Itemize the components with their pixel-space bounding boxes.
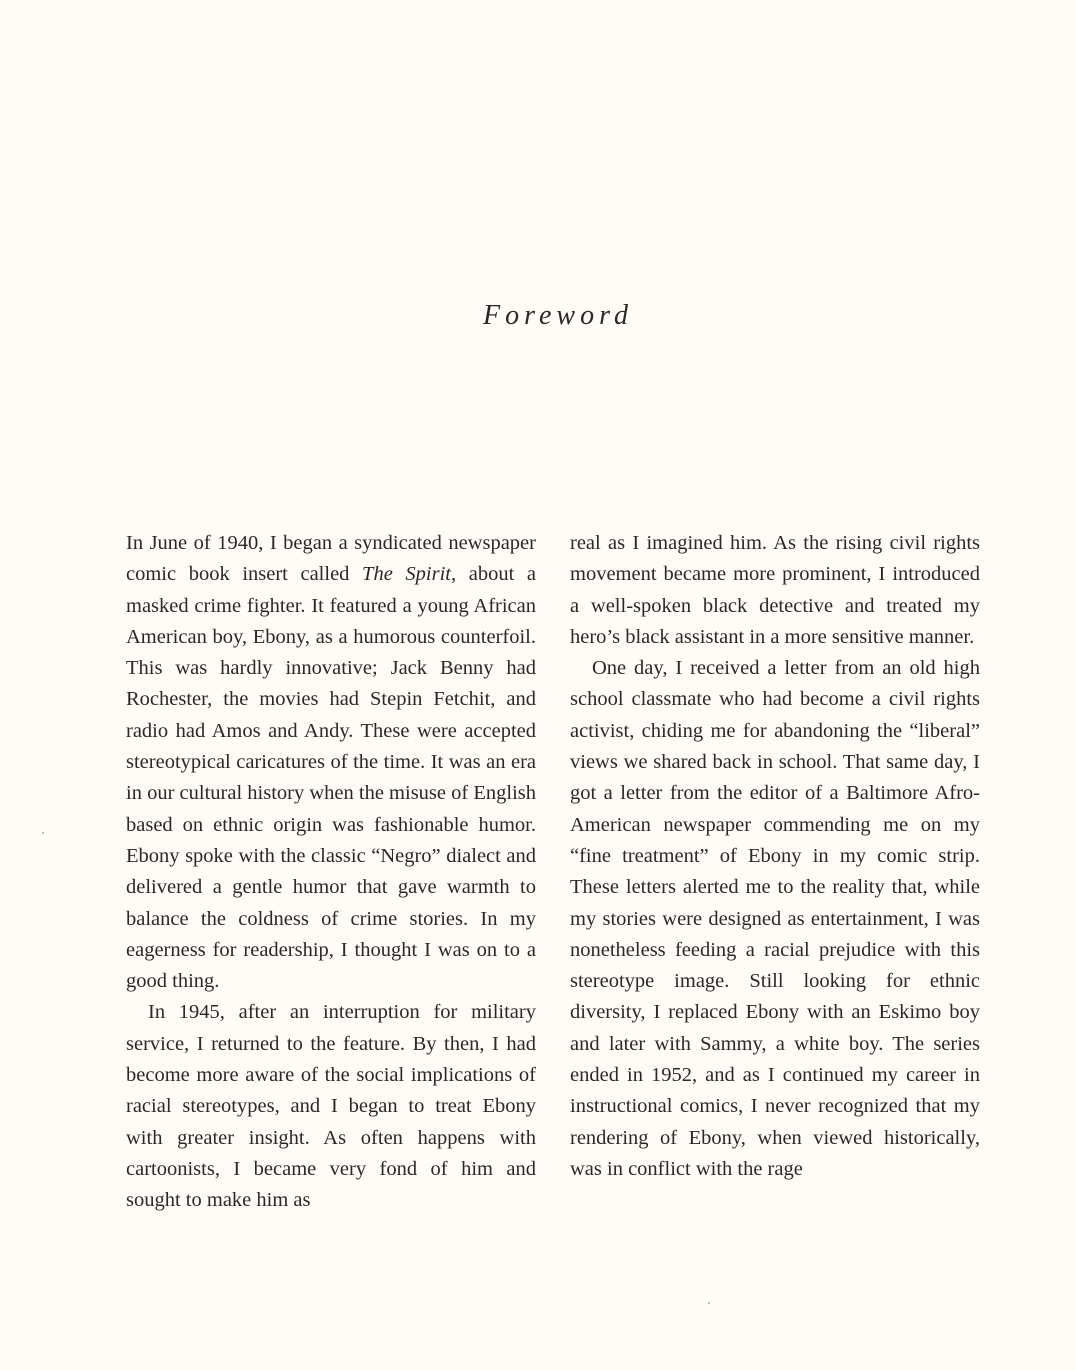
paper-speck <box>708 1302 710 1304</box>
paragraph-1-text-end: , about a masked crime fighter. It featured a young African American boy, Ebony, as a humorous counterfoil. This was hardly innovative; Jack Benny had Rochester, the movies had Stepin Fetchit, and radio had Amos and Andy. These were accepted stereotypical caricatures of the time. It was an era in our cultural history when the misuse of English based on ethnic origin was fashionable humor. Ebony spoke with the classic “Negro” dialect and delivered a gentle humor that gave warmth to balance the coldness of crime stories. In my eagerness for readership, I thought I was on to a good thing. <box>126 563 536 993</box>
paper-speck <box>42 832 44 834</box>
paragraph-4: One day, I received a letter from an old high school classmate who had become a civil rights activist, chiding me for abandoning the “liberal” views we shared back in school. That same day, I got a letter from the editor of a Baltimore Afro-American newspaper commending me on my “fine treatment” of Ebony in my comic strip. These letters alerted me to the reality that, while my stories were designed as entertainment, I was nonetheless feeding a racial prejudice with this stereotype image. Still looking for ethnic diversity, I replaced Ebony with an Eskimo boy and later with Sammy, a white boy. The series ended in 1952, and as I continued my career in instructional comics, I never recognized that my rendering of Ebony, when viewed historically, was in conflict with the rage <box>570 657 980 1180</box>
paragraph-1 <box>126 528 536 997</box>
paragraph-3: real as I imagined him. As the rising civil rights movement became more prominent, I introduced a well-spoken black detective and treated my hero’s black assistant in a more sensitive manner. <box>570 532 980 648</box>
page-title: Foreword <box>483 300 633 331</box>
right-text-column <box>570 528 980 1185</box>
left-text-column <box>126 528 536 1217</box>
paragraph-1-text-start: In June of 1940, I began a syndicated newspaper comic book insert called <box>126 532 536 586</box>
comic-title-the-spirit: The Spirit <box>362 563 451 586</box>
paragraph-2: In 1945, after an interruption for military service, I returned to the feature. By then, I had become more aware of the social implications of racial stereotypes, and I began to treat Ebony with greater insight. As often happens with cartoonists, I became very fond of him and sought to make him as <box>126 1001 536 1212</box>
